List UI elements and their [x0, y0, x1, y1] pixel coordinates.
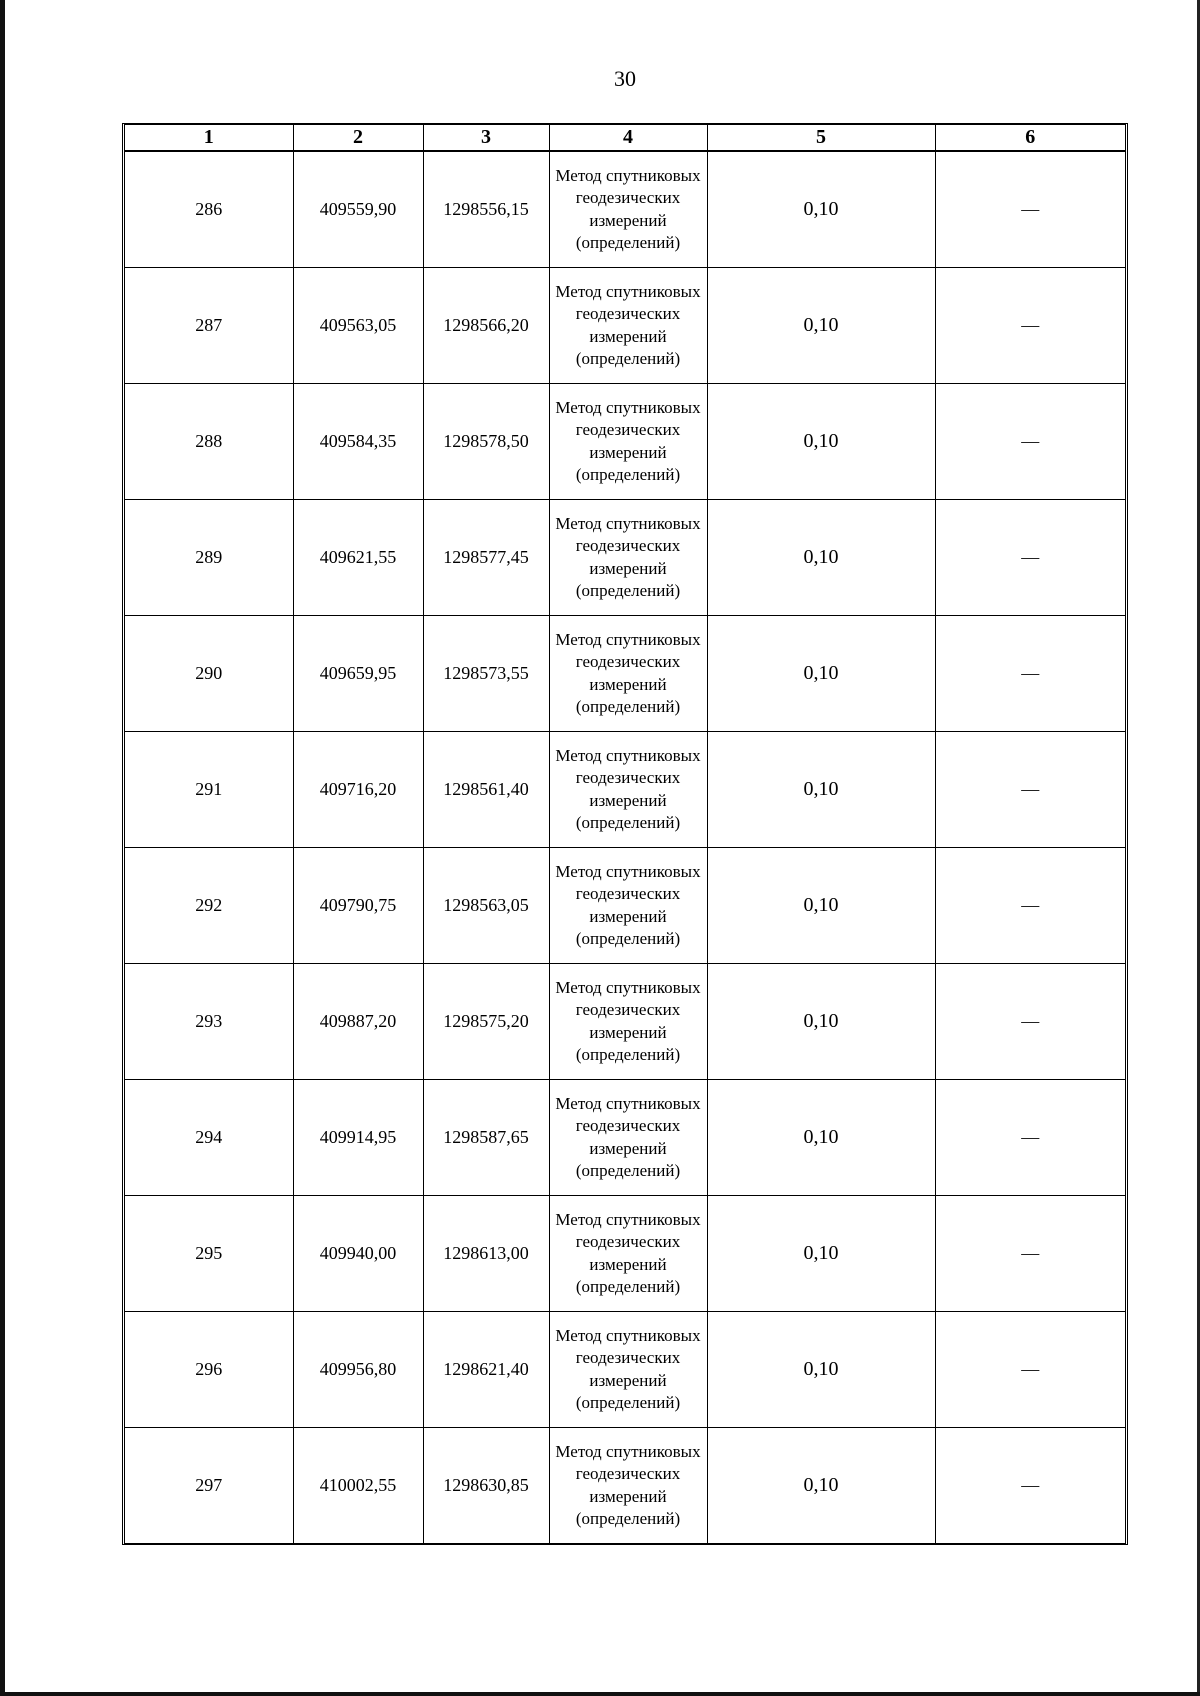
column-header-2: 2 — [293, 125, 423, 151]
y-coordinate-cell: 1298563,05 — [423, 848, 549, 964]
column-header-4: 4 — [549, 125, 707, 151]
accuracy-cell: 0,10 — [707, 616, 935, 732]
y-coordinate-cell: 1298561,40 — [423, 732, 549, 848]
point-number-cell: 294 — [125, 1080, 293, 1196]
method-cell: Метод спутниковых геодезических измерений (определений) — [549, 268, 707, 384]
table-header — [125, 125, 1125, 151]
method-cell: Метод спутниковых геодезических измерений (определений) — [549, 964, 707, 1080]
description-cell: — — [935, 1428, 1125, 1544]
table-row — [125, 1196, 1125, 1312]
scan-edge-bottom — [0, 1692, 1200, 1696]
accuracy-cell: 0,10 — [707, 268, 935, 384]
x-coordinate-cell: 409559,90 — [293, 151, 423, 268]
x-coordinate-cell: 409584,35 — [293, 384, 423, 500]
description-cell: — — [935, 384, 1125, 500]
table-row — [125, 616, 1125, 732]
column-header-5: 5 — [707, 125, 935, 151]
method-cell: Метод спутниковых геодезических измерений (определений) — [549, 1080, 707, 1196]
description-cell: — — [935, 848, 1125, 964]
accuracy-cell: 0,10 — [707, 732, 935, 848]
y-coordinate-cell: 1298613,00 — [423, 1196, 549, 1312]
page-number: 30 — [614, 66, 636, 91]
accuracy-cell: 0,10 — [707, 848, 935, 964]
coordinates-table-frame — [122, 123, 1128, 1545]
point-number-cell: 289 — [125, 500, 293, 616]
x-coordinate-cell: 409956,80 — [293, 1312, 423, 1428]
method-cell: Метод спутниковых геодезических измерений (определений) — [549, 1428, 707, 1544]
table-row — [125, 1312, 1125, 1428]
y-coordinate-cell: 1298577,45 — [423, 500, 549, 616]
table-row — [125, 848, 1125, 964]
point-number-cell: 293 — [125, 964, 293, 1080]
accuracy-cell: 0,10 — [707, 151, 935, 268]
description-cell: — — [935, 732, 1125, 848]
point-number-cell: 296 — [125, 1312, 293, 1428]
description-cell: — — [935, 1312, 1125, 1428]
table-row — [125, 1080, 1125, 1196]
table-row — [125, 500, 1125, 616]
header-row — [125, 125, 1125, 151]
description-cell: — — [935, 151, 1125, 268]
scan-edge-left — [0, 0, 5, 1696]
point-number-cell: 297 — [125, 1428, 293, 1544]
accuracy-cell: 0,10 — [707, 1312, 935, 1428]
point-number-cell: 286 — [125, 151, 293, 268]
point-number-cell: 287 — [125, 268, 293, 384]
table-row — [125, 268, 1125, 384]
description-cell: — — [935, 964, 1125, 1080]
point-number-cell: 295 — [125, 1196, 293, 1312]
table-row — [125, 384, 1125, 500]
accuracy-cell: 0,10 — [707, 500, 935, 616]
x-coordinate-cell: 409940,00 — [293, 1196, 423, 1312]
coordinates-table — [125, 125, 1125, 1543]
column-header-3: 3 — [423, 125, 549, 151]
method-cell: Метод спутниковых геодезических измерений (определений) — [549, 1312, 707, 1428]
x-coordinate-cell: 410002,55 — [293, 1428, 423, 1544]
point-number-cell: 290 — [125, 616, 293, 732]
column-header-1: 1 — [125, 125, 293, 151]
description-cell: — — [935, 500, 1125, 616]
point-number-cell: 291 — [125, 732, 293, 848]
y-coordinate-cell: 1298621,40 — [423, 1312, 549, 1428]
accuracy-cell: 0,10 — [707, 1080, 935, 1196]
method-cell: Метод спутниковых геодезических измерений (определений) — [549, 1196, 707, 1312]
x-coordinate-cell: 409914,95 — [293, 1080, 423, 1196]
accuracy-cell: 0,10 — [707, 1428, 935, 1544]
table-row — [125, 1428, 1125, 1544]
x-coordinate-cell: 409621,55 — [293, 500, 423, 616]
y-coordinate-cell: 1298578,50 — [423, 384, 549, 500]
table-row — [125, 151, 1125, 268]
y-coordinate-cell: 1298573,55 — [423, 616, 549, 732]
method-cell: Метод спутниковых геодезических измерений (определений) — [549, 616, 707, 732]
x-coordinate-cell: 409887,20 — [293, 964, 423, 1080]
x-coordinate-cell: 409716,20 — [293, 732, 423, 848]
table-body — [125, 151, 1125, 1543]
table-row — [125, 964, 1125, 1080]
column-header-6: 6 — [935, 125, 1125, 151]
point-number-cell: 292 — [125, 848, 293, 964]
y-coordinate-cell: 1298575,20 — [423, 964, 549, 1080]
description-cell: — — [935, 1080, 1125, 1196]
point-number-cell: 288 — [125, 384, 293, 500]
description-cell: — — [935, 616, 1125, 732]
accuracy-cell: 0,10 — [707, 1196, 935, 1312]
description-cell: — — [935, 1196, 1125, 1312]
method-cell: Метод спутниковых геодезических измерений (определений) — [549, 500, 707, 616]
accuracy-cell: 0,10 — [707, 384, 935, 500]
y-coordinate-cell: 1298587,65 — [423, 1080, 549, 1196]
method-cell: Метод спутниковых геодезических измерений (определений) — [549, 384, 707, 500]
x-coordinate-cell: 409659,95 — [293, 616, 423, 732]
table-row — [125, 732, 1125, 848]
method-cell: Метод спутниковых геодезических измерений (определений) — [549, 151, 707, 268]
x-coordinate-cell: 409790,75 — [293, 848, 423, 964]
y-coordinate-cell: 1298630,85 — [423, 1428, 549, 1544]
accuracy-cell: 0,10 — [707, 964, 935, 1080]
method-cell: Метод спутниковых геодезических измерений (определений) — [549, 732, 707, 848]
x-coordinate-cell: 409563,05 — [293, 268, 423, 384]
description-cell: — — [935, 268, 1125, 384]
method-cell: Метод спутниковых геодезических измерений (определений) — [549, 848, 707, 964]
y-coordinate-cell: 1298556,15 — [423, 151, 549, 268]
y-coordinate-cell: 1298566,20 — [423, 268, 549, 384]
